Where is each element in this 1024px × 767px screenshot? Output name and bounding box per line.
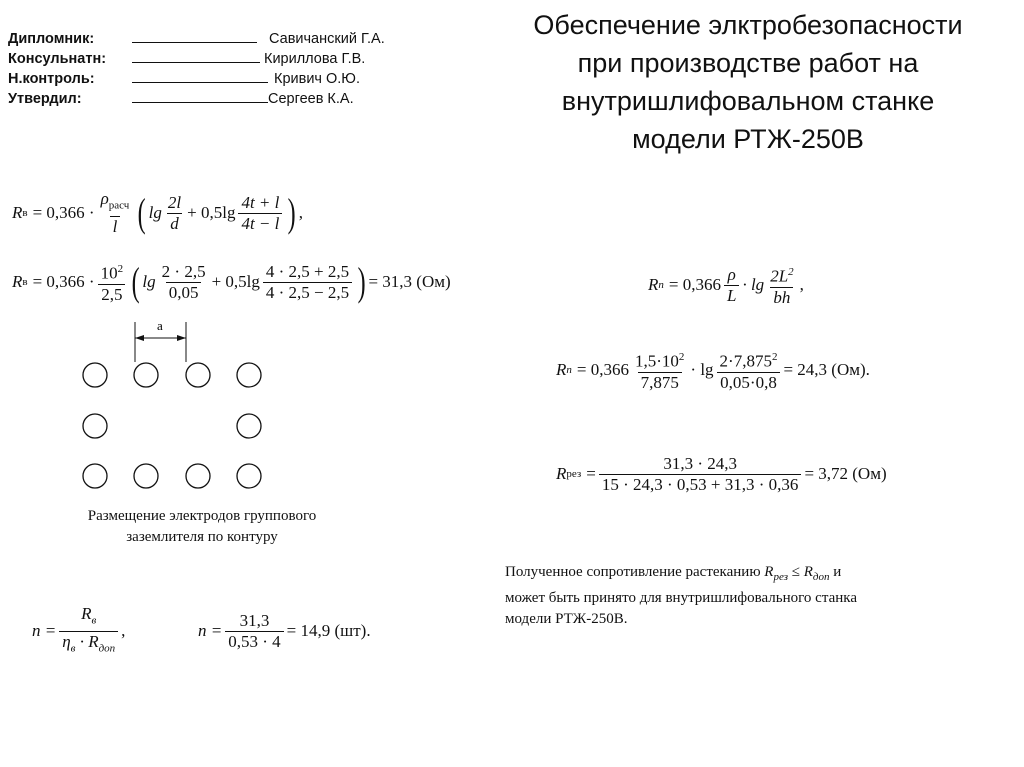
signature-line [132,68,268,83]
denominator: 15 · 24,3 · 0,53 + 31,3 · 0,36 [599,474,802,494]
subscript: доп [98,641,116,654]
operator: ≤ [788,564,804,580]
text: Полученное сопротивление растеканию [505,564,765,580]
paren-open: ( [138,190,147,235]
signature-line [132,88,268,103]
signature-line [132,28,257,43]
subscript: п [566,364,572,376]
coefficient: = 0,366 · [32,272,95,291]
electrode [237,363,261,387]
diagram-caption [52,506,352,548]
symbol-r: R [556,464,567,483]
fraction [98,260,127,304]
symbol-r: R [764,564,774,580]
numerator: 2L [770,266,789,286]
result: = 24,3 (Ом). [783,360,870,379]
fraction [165,194,184,233]
numerator: 2·7,875 [719,351,772,371]
fraction [717,348,781,392]
formula-rn-general [648,258,804,312]
conclusion-line [505,562,985,588]
electrode [186,363,210,387]
subscript: доп [812,571,830,583]
numerator: 2l [167,192,182,212]
symbol-r: R [556,360,567,379]
title-line: Обеспечение элктробезопасности [533,10,963,40]
denominator: 0,05·0,8 [717,372,780,392]
formula-rn-numeric [556,342,870,398]
symbol-n: n = [198,621,223,640]
term: + 0,5lg [211,272,260,291]
electrode [134,363,158,387]
formula-n-numeric [198,606,371,656]
numerator: 4t + l [241,192,280,212]
result: = 31,3 (Ом) [368,272,451,291]
title-line: внутришлифовальном станке [561,86,935,116]
signature-role: Н.контроль: [8,71,95,87]
numerator: 2 · 2,5 [161,261,206,281]
superscript: 2 [678,351,685,364]
denominator: d [167,213,182,233]
symbol-r: R [12,203,23,222]
symbol-n: n = [32,621,57,640]
punctuation: , [121,621,126,640]
electrode [237,464,261,488]
subscript: в [70,641,76,654]
signature-role: Утвердил: [8,91,82,107]
numerator: ρ [100,189,109,209]
numerator: R [81,604,92,624]
electrode [83,464,107,488]
fraction [767,263,796,307]
paren-close: ) [357,259,366,304]
title-line: при производстве работ на [577,48,919,78]
numerator: ρ [727,264,736,284]
numerator: 31,3 [239,610,270,630]
denominator: 4t − l [238,213,282,233]
subscript: в [91,614,97,627]
punctuation: , [799,275,804,294]
subscript: расч [108,199,130,212]
electrode-diagram [60,310,290,500]
result: = 14,9 (шт). [286,621,371,640]
superscript: 2 [771,351,778,364]
log-symbol: · lg [742,275,765,294]
fraction [159,263,209,302]
caption-line: Размещение электродов группового [87,508,317,524]
fraction [632,348,687,392]
text: и [829,564,842,580]
denominator: 0,53 · 4 [225,631,283,651]
signature-row [8,68,468,88]
numerator: 10 [100,263,118,283]
symbol-r: R [803,564,813,580]
formula-rv-general [12,188,303,238]
caption-line: заземлителя по контуру [126,529,278,545]
signature-block [8,28,468,108]
denominator: bh [770,287,793,307]
term: + 0,5lg [187,203,236,222]
fraction [238,194,282,233]
formula-n-general [32,606,125,656]
denominator: 7,875 [638,372,682,392]
subscript: в [22,276,28,288]
formula-rrez [556,448,887,500]
fraction [225,612,283,651]
fraction [263,263,352,302]
subscript: рез [566,468,582,480]
denominator: 4 · 2,5 − 2,5 [263,282,352,302]
arrowhead [177,335,186,341]
page-title [478,6,1018,158]
signature-line [132,48,260,63]
signature-name: Кириллова Г.В. [264,51,366,67]
subscript: п [658,279,664,291]
subscript: в [22,207,28,219]
coefficient: = 0,366 [576,360,629,379]
dimension-label: a [157,318,163,333]
fraction [59,605,118,657]
fraction [724,266,739,305]
denominator: 0,05 [166,282,202,302]
log-symbol: · lg [690,360,714,379]
numerator: 4 · 2,5 + 2,5 [265,261,350,281]
fraction [599,455,802,494]
denominator: 2,5 [98,284,125,304]
symbol-r: R [12,272,23,291]
signature-name: Савичанский Г.А. [269,31,385,47]
signature-row [8,28,468,48]
electrode [134,464,158,488]
signature-name: Сергеев К.А. [268,91,354,107]
arrowhead [135,335,144,341]
result: = 3,72 (Ом) [804,464,887,483]
signature-row [8,48,468,68]
denominator: l [110,216,121,236]
conclusion-text [505,562,985,630]
numerator: 31,3 · 24,3 [663,453,737,473]
log-symbol: lg [142,272,156,291]
paren-close: ) [288,190,297,235]
electrode [237,414,261,438]
electrode [186,464,210,488]
conclusion-line: модели РТЖ-250В. [505,611,628,627]
punctuation: , [298,203,303,222]
signature-name: Кривич О.Ю. [274,71,360,87]
signature-role: Консульнатн: [8,51,107,67]
denominator: L [724,285,739,305]
log-symbol: lg [148,203,162,222]
denominator: η [62,631,71,651]
subscript: рез [773,571,788,583]
fraction [98,190,133,235]
denominator: · R [75,631,99,651]
signature-role: Дипломник: [8,31,95,47]
symbol-r: R [648,275,659,294]
signature-row [8,88,468,108]
conclusion-line: может быть принято для внутришлифовального станка [505,590,857,606]
paren-open: ( [131,259,140,304]
coefficient: = 0,366 [668,275,721,294]
electrode [83,414,107,438]
coefficient: = 0,366 · [32,203,95,222]
formula-rv-numeric [12,256,451,308]
superscript: 2 [788,266,794,279]
numerator: 1,5·10 [634,351,679,371]
equals: = [586,464,596,483]
superscript: 2 [117,263,124,276]
title-line: модели РТЖ-250В [632,124,864,154]
electrode [83,363,107,387]
